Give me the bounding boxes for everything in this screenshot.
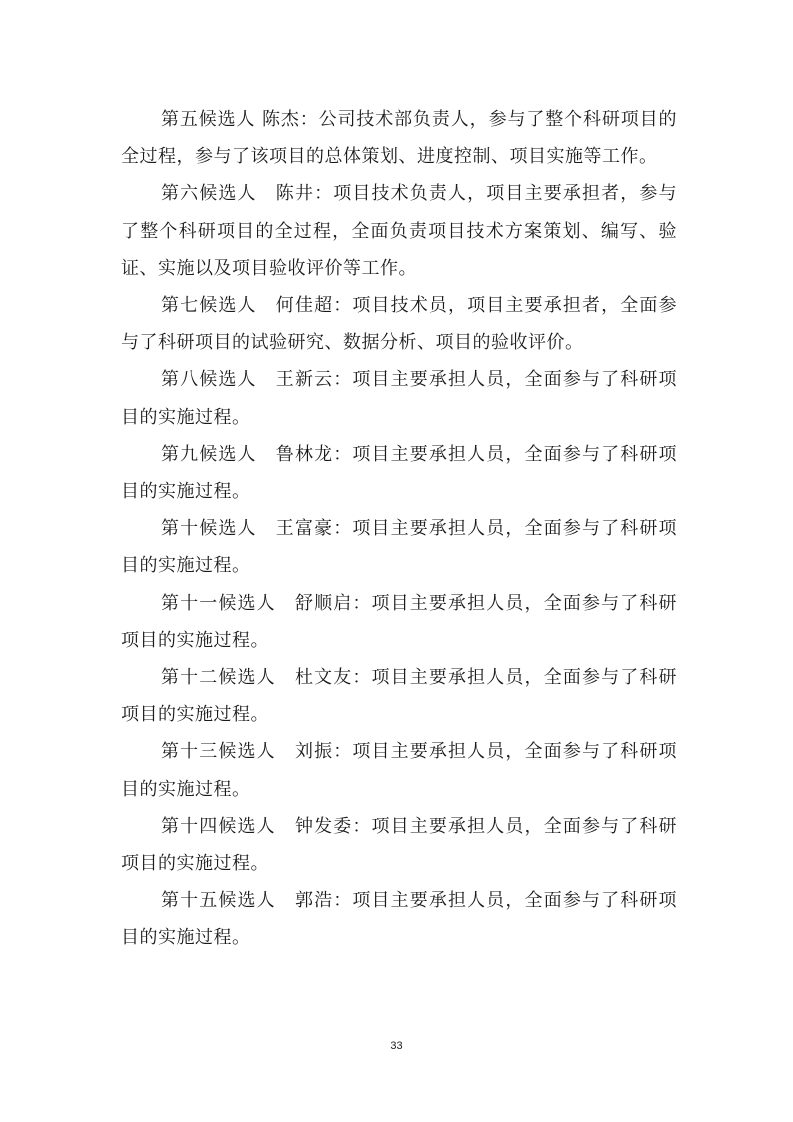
- candidate-9-paragraph: 第九候选人 鲁林龙：项目主要承担人员，全面参与了科研项目的实施过程。: [121, 443, 677, 503]
- document-body: [121, 101, 677, 957]
- page-number: 33: [390, 1040, 403, 1052]
- candidate-10-paragraph: 第十候选人 王富豪：项目主要承担人员，全面参与了科研项目的实施过程。: [121, 518, 677, 577]
- candidate-13-paragraph: 第十三候选人 刘振：项目主要承担人员，全面参与了科研项目的实施过程。: [121, 741, 677, 800]
- candidate-12-paragraph: 第十二候选人 杜文友：项目主要承担人员，全面参与了科研项目的实施过程。: [121, 667, 677, 726]
- candidate-15-paragraph: 第十五候选人 郭浩：项目主要承担人员，全面参与了科研项目的实施过程。: [121, 890, 677, 949]
- candidate-7-paragraph: 第七候选人 何佳超：项目技术员，项目主要承担者，全面参与了科研项目的试验研究、数据分析、项目的验收评价。: [121, 295, 677, 354]
- candidate-14-paragraph: 第十四候选人 钟发委：项目主要承担人员，全面参与了科研项目的实施过程。: [121, 815, 677, 875]
- candidate-6-paragraph: 第六候选人 陈井：项目技术负责人，项目主要承担者，参与了整个科研项目的全过程，全面负责项目技术方案策划、编写、验证、实施以及项目验收评价等工作。: [121, 183, 677, 279]
- candidate-11-paragraph: 第十一候选人 舒顺启：项目主要承担人员，全面参与了科研项目的实施过程。: [121, 592, 677, 651]
- candidate-8-paragraph: 第八候选人 王新云：项目主要承担人员，全面参与了科研项目的实施过程。: [121, 369, 677, 428]
- candidate-5-paragraph: 第五候选人 陈杰：公司技术部负责人，参与了整个科研项目的全过程，参与了该项目的总体策划、进度控制、项目实施等工作。: [121, 109, 677, 168]
